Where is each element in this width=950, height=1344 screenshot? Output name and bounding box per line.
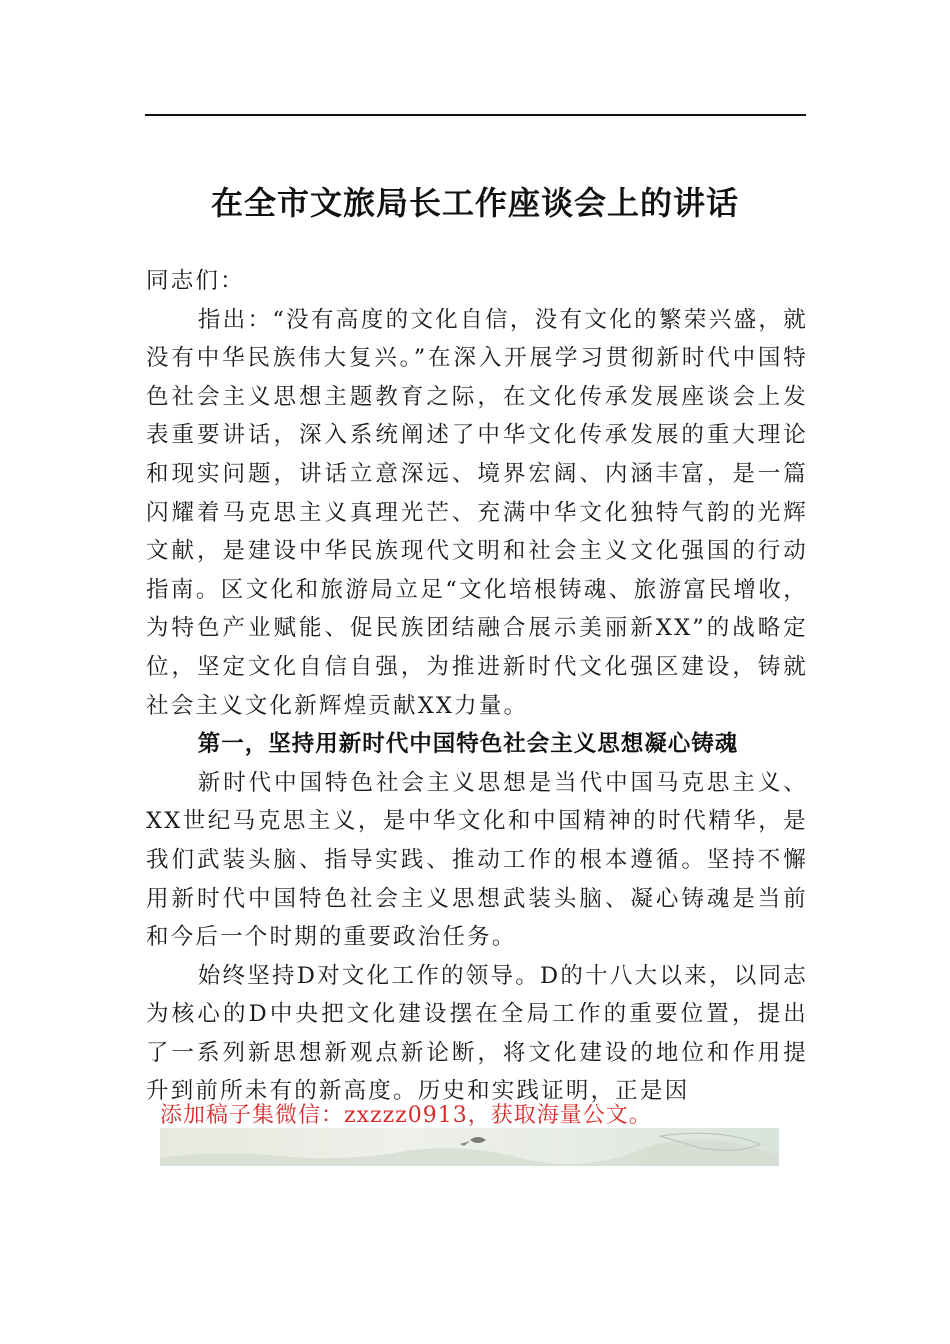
document-title: 在全市文旅局长工作座谈会上的讲话 — [210, 184, 739, 222]
promo-watermark: 添加稿子集微信：zxzzz0913，获取海量公文。 — [160, 1103, 652, 1128]
decorative-banner — [160, 1128, 779, 1166]
header-rule — [145, 114, 806, 116]
document-body — [146, 262, 808, 1111]
section-paragraph: 始终坚持D对文化工作的领导。D的十八大以来，以同志为核心的D中央把文化建设摆在全局工作的重要位置，提出了一系列新思想新观点新论断，将文化建设的地位和作用提升到前所未有的新高度。历史和实践证明，正是因 — [146, 962, 808, 1105]
section-paragraph: 新时代中国特色社会主义思想是当代中国马克思主义、XX世纪马克思主义，是中华文化和中国精神的时代精华，是我们武装头脑、指导实践、推动工作的根本遵循。坚持不懈用新时代中国特色社会主义思想武装头脑、凝心铸魂是当前和今后一个时期的重要政治任务。 — [146, 769, 808, 951]
salutation: 同志们： — [146, 268, 245, 294]
landscape-decoration-icon — [160, 1128, 779, 1166]
intro-paragraph: 指出：“没有高度的文化自信，没有文化的繁荣兴盛，就没有中华民族伟大复兴。”在深入开展学习贯彻新时代中国特色社会主义思想主题教育之际，在文化传承发展座谈会上发表重要讲话，深入系统阐述了中华文化传承发展的重大理论和现实问题，讲话立意深远、境界宏阔、内涵丰富，是一篇闪耀着马克思主义真理光芒、充满中华文化独特气韵的光辉文献，是建设中华民族现代文明和社会主义文化强国的行动指南。区文化和旅游局立足“文化培根铸魂、旅游富民增收，为特色产业赋能、促民族团结融合展示美丽新XX”的战略定位，坚定文化自信自强，为推进新时代文化强区建设，铸就社会主义文化新辉煌贡献XX力量。 — [146, 306, 808, 719]
section-heading: 第一，坚持用新时代中国特色社会主义思想凝心铸魂 — [197, 731, 739, 758]
